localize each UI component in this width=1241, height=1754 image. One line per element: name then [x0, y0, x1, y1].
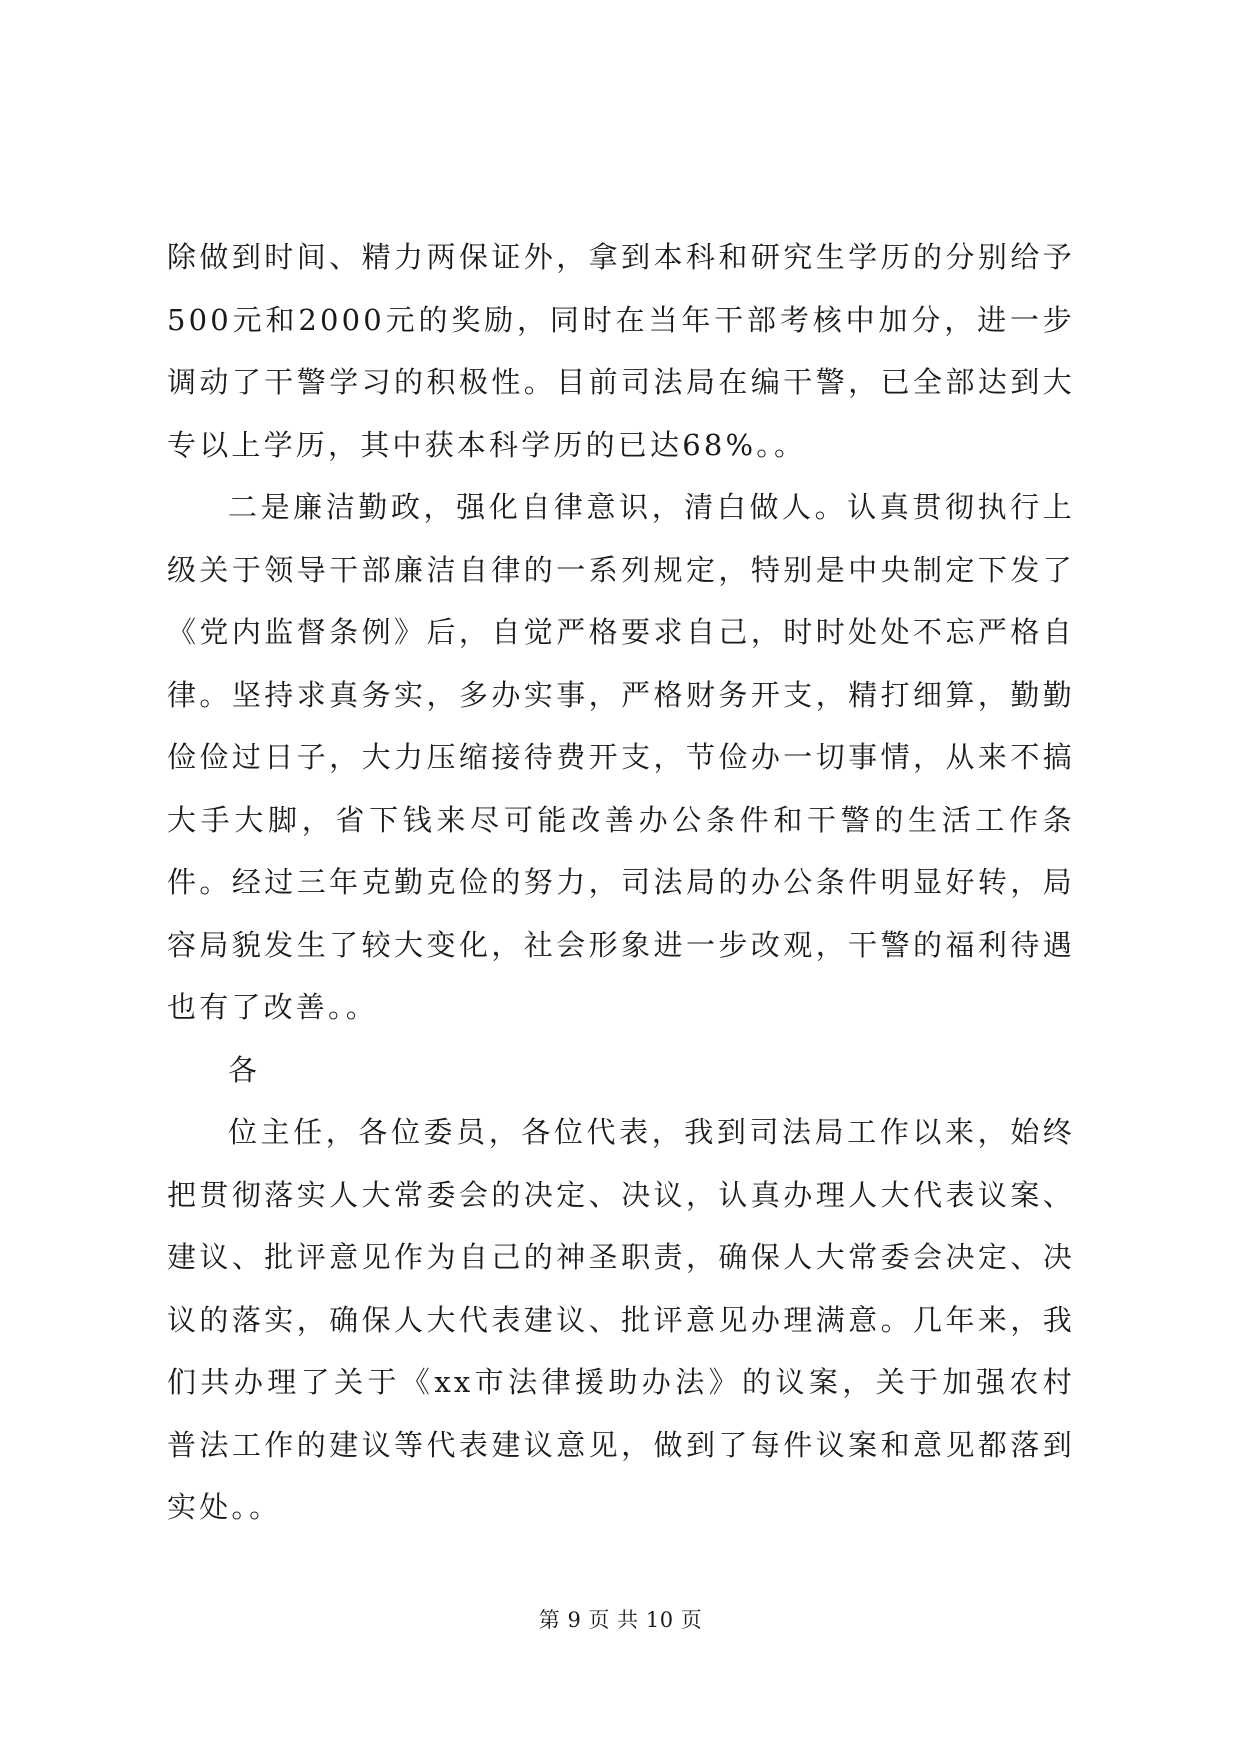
- paragraph-2: 二是廉洁勤政，强化自律意识，清白做人。认真贯彻执行上级关于领导干部廉洁自律的一系列规定，特别是中央制定下发了《党内监督条例》后，自觉严格要求自己，时时处处不忘严格自律。坚持求真务实，多办实事，严格财务开支，精打细算，勤勤俭俭过日子，大力压缩接待费开支，节俭办一切事情，从来不搞大手大脚，省下钱来尽可能改善办公条件和干警的生活工作条件。经过三年克勤克俭的努力，司法局的办公条件明显好转，局容局貌发生了较大变化，社会形象进一步改观，干警的福利待遇也有了改善。。: [167, 490, 1075, 1024]
- paragraph-4: 位主任，各位委员，各位代表，我到司法局工作以来，始终把贯彻落实人大常委会的决定、决议，认真办理人大代表议案、建议、批评意见作为自己的神圣职责，确保人大常委会决定、决议的落实，确保人大代表建议、批评意见办理满意。几年来，我们共办理了关于《xx市法律援助办法》的议案，关于加强农村普法工作的建议等代表建议意见，做到了每件议案和意见都落到实处。。: [167, 1115, 1075, 1524]
- paragraph-3: 各: [228, 1052, 261, 1087]
- document-body: [167, 226, 1075, 1539]
- paragraph-1: 除做到时间、精力两保证外，拿到本科和研究生学历的分别给予500元和2000元的奖励，同时在当年干部考核中加分，进一步调动了干警学习的积极性。目前司法局在编干警，已全部达到大专以上学历，其中获本科学历的已达68%。。: [167, 240, 1075, 462]
- page-number-footer: 第 9 页 共 10 页: [538, 1608, 703, 1632]
